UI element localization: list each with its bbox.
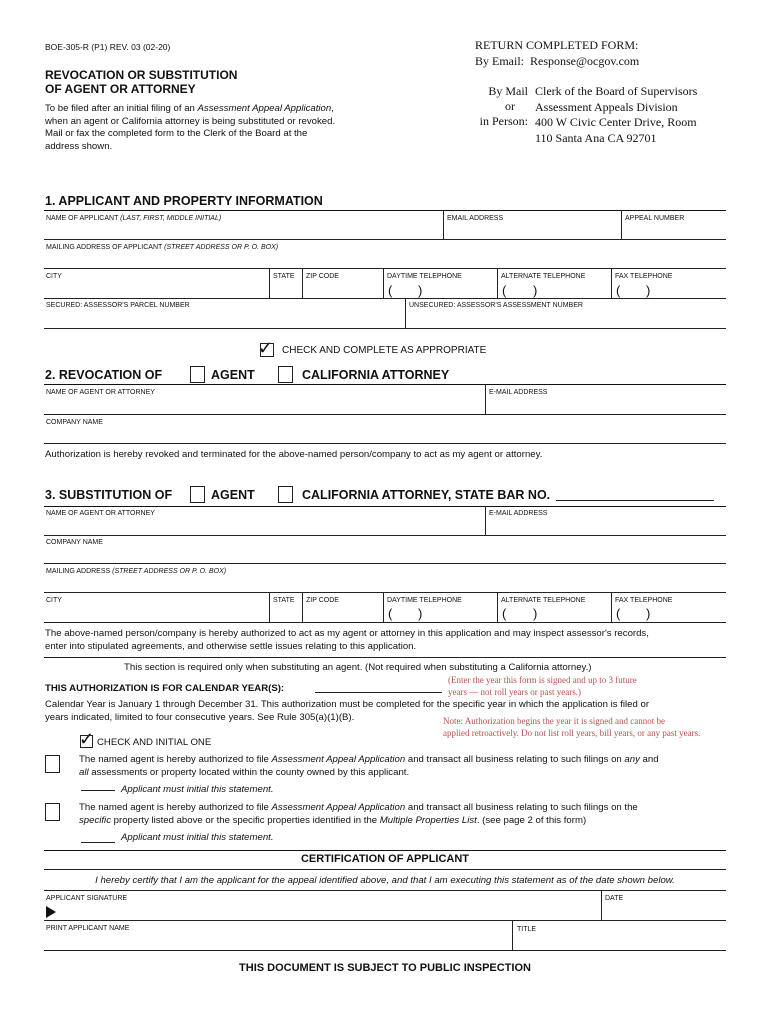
substitute-company-label: COMPANY NAME bbox=[46, 539, 103, 546]
option1-checkbox[interactable] bbox=[45, 755, 60, 773]
substitute-mailing-label: MAILING ADDRESS (STREET ADDRESS OR P. O. BOX) bbox=[46, 568, 227, 575]
substitute-attorney-label: CALIFORNIA ATTORNEY, STATE BAR NO. bbox=[302, 488, 551, 502]
substitute-city-label: CITY bbox=[46, 597, 62, 604]
check-complete-label: CHECK AND COMPLETE AS APPROPRIATE bbox=[282, 345, 487, 356]
by-mail-label: By Mail or in Person: bbox=[479, 84, 528, 128]
print-name-label: PRINT APPLICANT NAME bbox=[46, 925, 130, 932]
applicant-zip-label: ZIP CODE bbox=[306, 273, 339, 280]
revoke-company-label: COMPANY NAME bbox=[46, 419, 103, 426]
revoke-agent-checkbox[interactable] bbox=[190, 366, 205, 383]
substitute-statement: The above-named person/company is hereby authorized to act as my agent or attorney in this application and may inspect assessor's records, enter into stipulated agreements, and otherwise settle issues relating to this application. bbox=[45, 628, 649, 652]
applicant-fax-label: FAX TELEPHONE bbox=[615, 273, 673, 280]
substitute-alt-tel-label: ALTERNATE TELEPHONE bbox=[501, 597, 586, 604]
state-bar-number-field[interactable] bbox=[556, 500, 714, 501]
intro-text: To be filed after an initial filing of an Assessment Appeal Application, when an agent or California attorney is being substituted or revoked. Mail or fax the completed form to the Clerk of the Board at the address shown. bbox=[45, 103, 336, 152]
form-title-line1: REVOCATION OR SUBSTITUTION bbox=[45, 68, 238, 82]
applicant-name-field[interactable] bbox=[46, 224, 440, 238]
form-title-line2: OF AGENT OR ATTORNEY bbox=[45, 82, 196, 96]
secured-parcel-label: SECURED: ASSESSOR'S PARCEL NUMBER bbox=[46, 302, 190, 309]
substitute-zip-label: ZIP CODE bbox=[306, 597, 339, 604]
revoke-attorney-checkbox[interactable] bbox=[278, 366, 293, 383]
option1-initial-field[interactable] bbox=[81, 790, 115, 791]
auth-required-note: This section is required only when substituting an agent. (Not required when substituting a California attorney.) bbox=[124, 662, 592, 673]
substitute-name-label: NAME OF AGENT OR ATTORNEY bbox=[46, 510, 155, 517]
certification-statement: I hereby certify that I am the applicant for the appeal identified above, and that I am executing this statement as of the date shown below. bbox=[95, 875, 675, 886]
substitute-state-label: STATE bbox=[273, 597, 295, 604]
revoke-agent-label: AGENT bbox=[211, 368, 255, 382]
calendar-year-label: THIS AUTHORIZATION IS FOR CALENDAR YEAR(S): bbox=[45, 683, 285, 694]
applicant-day-tel-label: DAYTIME TELEPHONE bbox=[387, 273, 462, 280]
substitute-agent-label: AGENT bbox=[211, 488, 255, 502]
unsecured-assessment-label: UNSECURED: ASSESSOR'S ASSESSMENT NUMBER bbox=[409, 302, 583, 309]
option1-initial-label: Applicant must initial this statement. bbox=[121, 784, 274, 795]
applicant-email-label: EMAIL ADDRESS bbox=[447, 215, 504, 222]
return-email: By Email: Response@ocgov.com bbox=[475, 54, 640, 68]
clerk-address: Clerk of the Board of Supervisors Assessment Appeals Division 400 W Civic Center Drive, Room 110 Santa Ana CA 92701 bbox=[535, 84, 698, 145]
applicant-mailing-label: MAILING ADDRESS OF APPLICANT (STREET ADDRESS OR P. O. BOX) bbox=[46, 244, 279, 251]
title-label: TITLE bbox=[517, 926, 537, 933]
calendar-year-field[interactable] bbox=[315, 692, 442, 693]
return-title: RETURN COMPLETED FORM: bbox=[475, 38, 639, 52]
substitute-agent-checkbox[interactable] bbox=[190, 486, 205, 503]
substitute-fax-label: FAX TELEPHONE bbox=[615, 597, 673, 604]
appeal-number-label: APPEAL NUMBER bbox=[625, 215, 685, 222]
substitute-email-label: E-MAIL ADDRESS bbox=[489, 510, 548, 517]
check-initial-label: CHECK AND INITIAL ONE bbox=[97, 737, 212, 748]
section1-title: 1. APPLICANT AND PROPERTY INFORMATION bbox=[45, 194, 323, 208]
section3-title: 3. SUBSTITUTION OF bbox=[45, 488, 173, 502]
applicant-alt-tel-label: ALTERNATE TELEPHONE bbox=[501, 273, 586, 280]
revoke-statement: Authorization is hereby revoked and terminated for the above-named person/company to act as my agent or attorney. bbox=[45, 449, 543, 460]
date-label: DATE bbox=[605, 895, 624, 902]
calendar-year-note: (Enter the year this form is signed and up to 3 future years — not roll years or past years.) bbox=[448, 675, 637, 697]
public-inspection-footer: THIS DOCUMENT IS SUBJECT TO PUBLIC INSPECTION bbox=[239, 962, 531, 974]
option1-text: The named agent is hereby authorized to file Assessment Appeal Application and transact all business relating to such filings on any and all assessments or property located within the county owned by this applicant. bbox=[79, 754, 659, 778]
checkmark-icon: ✓ bbox=[79, 729, 95, 749]
option2-initial-label: Applicant must initial this statement. bbox=[121, 832, 274, 843]
sign-here-arrow-icon bbox=[46, 906, 56, 918]
signature-label: APPLICANT SIGNATURE bbox=[46, 895, 128, 902]
form-id: BOE-305-R (P1) REV. 03 (02-20) bbox=[45, 42, 171, 52]
revoke-attorney-label: CALIFORNIA ATTORNEY bbox=[302, 368, 450, 382]
certification-title: CERTIFICATION OF APPLICANT bbox=[300, 853, 470, 865]
revoke-name-label: NAME OF AGENT OR ATTORNEY bbox=[46, 389, 155, 396]
substitute-attorney-checkbox[interactable] bbox=[278, 486, 293, 503]
section2-title: 2. REVOCATION OF bbox=[45, 368, 163, 382]
applicant-city-label: CITY bbox=[46, 273, 62, 280]
option2-checkbox[interactable] bbox=[45, 803, 60, 821]
applicant-state-label: STATE bbox=[273, 273, 295, 280]
revoke-email-label: E-MAIL ADDRESS bbox=[489, 389, 548, 396]
substitute-day-tel-label: DAYTIME TELEPHONE bbox=[387, 597, 462, 604]
option2-text: The named agent is hereby authorized to file Assessment Appeal Application and transact all business relating to such filings on the specific property listed above or the specific properties identified in the Multiple Properties List. (see page 2 of this form) bbox=[79, 802, 638, 826]
signature-field[interactable] bbox=[60, 902, 598, 919]
checkmark-icon: ✓ bbox=[258, 338, 274, 358]
option2-initial-field[interactable] bbox=[81, 842, 115, 843]
retroactive-note: Note: Authorization begins the year it is signed and cannot be applied retroactively. Do not list roll years, bill years, or any past years. bbox=[443, 716, 701, 738]
calendar-year-body: Calendar Year is January 1 through December 31. This authorization must be completed for the specific year in which the application is filed or years indicated, limited to four consecutive years. See Rule 305(a)(1)(B). bbox=[45, 699, 650, 723]
applicant-name-label: NAME OF APPLICANT (LAST, FIRST, MIDDLE INITIAL) bbox=[46, 215, 222, 222]
